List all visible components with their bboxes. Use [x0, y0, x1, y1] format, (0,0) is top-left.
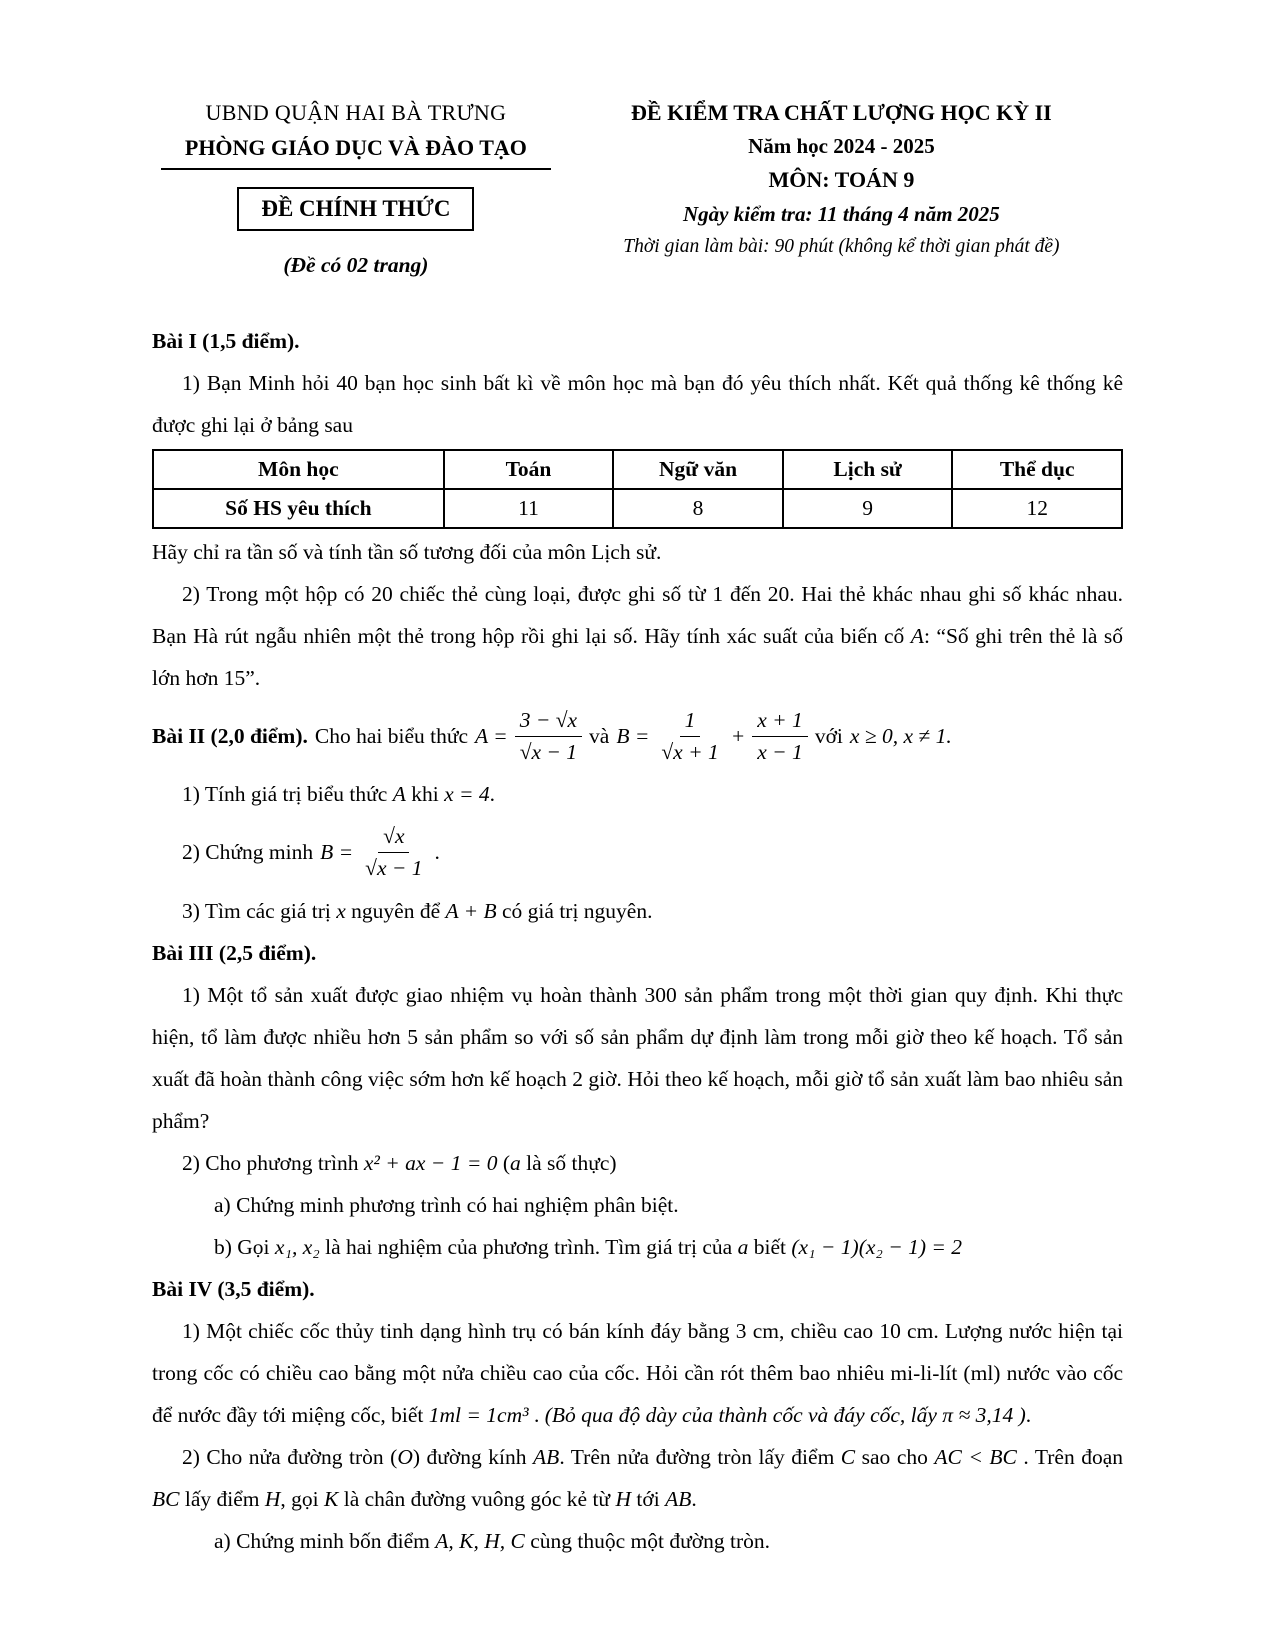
fraction-B1 — [656, 708, 723, 764]
fraction-A-denominator: √x − 1 — [519, 739, 578, 764]
math-inline: H — [264, 1486, 281, 1511]
fraction-B-proof — [360, 824, 427, 880]
text-segment: biết — [748, 1234, 792, 1259]
math-inline: x = 4 — [444, 782, 490, 807]
section-2-intro-line — [152, 708, 1123, 764]
math-inline: A, K, H, C — [435, 1528, 525, 1553]
math-inline: K — [324, 1486, 339, 1511]
section-3-title: Bài III (2,5 điểm). — [152, 940, 317, 965]
plus-operator: + — [730, 723, 746, 748]
section-2-item-1-paragraph — [152, 773, 1123, 815]
math-inline: AB — [665, 1486, 692, 1511]
fraction-B-proof-denominator: √x − 1 — [365, 856, 423, 881]
text-segment: b) Gọi — [214, 1234, 275, 1259]
text-segment: . — [1025, 1402, 1032, 1427]
section-1-title: Bài I (1,5 điểm). — [152, 329, 300, 353]
exam-title: ĐỀ KIỂM TRA CHẤT LƯỢNG HỌC KỲ II — [631, 100, 1052, 125]
fraction-B2 — [752, 708, 808, 764]
text-segment: là số thực) — [520, 1150, 617, 1175]
fraction-B-proof-numerator: √x — [378, 824, 409, 853]
text-segment: : “Số ghi trên thẻ là số lớn hơn 15”. — [152, 624, 1123, 690]
text-segment: nguyên để — [345, 898, 446, 923]
math-inline: x₁, x₂ — [274, 1234, 320, 1259]
text-segment: 2) Cho phương trình — [182, 1150, 364, 1175]
expr-B-proof-lhs: B = — [320, 840, 354, 865]
text-segment: ( — [497, 1150, 510, 1175]
section-3-item-2b-paragraph — [152, 1226, 1123, 1268]
text-segment: 3) Tìm các giá trị — [182, 898, 337, 923]
fraction-A-numerator: 3 − √x — [515, 708, 582, 737]
math-inline: A — [910, 624, 924, 648]
table-header-cell: Lịch sử — [783, 450, 953, 489]
math-inline: x — [336, 898, 346, 923]
fraction-B2-denominator: x − 1 — [757, 739, 803, 764]
math-inline: a — [737, 1234, 749, 1259]
text-segment: tới — [630, 1486, 666, 1511]
table-value-cell: 12 — [952, 489, 1122, 528]
math-inline: O — [397, 1444, 413, 1469]
sentence-period: . — [434, 840, 440, 865]
math-inline: (Bỏ qua độ dày của thành cốc và đáy cốc, lấy π ≈ 3,14 ) — [544, 1402, 1026, 1427]
exam-duration: Thời gian làm bài: 90 phút (không kể thời gian phát đề) — [623, 236, 1060, 257]
text-segment: . Trên nửa đường tròn lấy điểm — [559, 1444, 841, 1469]
text-segment: lấy điểm — [179, 1486, 265, 1511]
text-segment: sao cho — [855, 1444, 935, 1469]
header-right-block — [560, 100, 1123, 278]
table-value-cell: 8 — [613, 489, 783, 528]
expr-B-lhs: B = — [616, 723, 650, 748]
official-exam-box: ĐỀ CHÍNH THỨC — [237, 187, 474, 231]
section-4-item-1-paragraph — [152, 1310, 1123, 1436]
section-4-item-2a-paragraph — [152, 1520, 1123, 1562]
table-header-cell: Môn học — [153, 450, 444, 489]
fraction-B1-denominator: √x + 1 — [661, 739, 719, 764]
table-value-cell: 9 — [783, 489, 953, 528]
section-1-item-2-paragraph — [152, 573, 1123, 699]
table-header-cell: Ngữ văn — [613, 450, 783, 489]
section-2-item-2-text: 2) Chứng minh — [182, 840, 314, 865]
text-segment: 2) Cho nửa đường tròn ( — [182, 1444, 398, 1469]
section-3-item-2-paragraph — [152, 1142, 1123, 1184]
text-segment: 1) Một chiếc cốc thủy tinh dạng hình trụ có bán kính đáy bằng 3 cm, chiều cao 10 cm. Lượng nước hiện tại trong cốc có chiều cao bằng một nửa chiều cao của cốc. Hỏi cần rót thêm bao nhiêu mi-li-lít (ml) nước vào cốc để nước đầy tới miệng cốc, biết — [152, 1318, 1123, 1427]
subject: MÔN: TOÁN 9 — [768, 167, 915, 192]
table-header-row — [153, 450, 1122, 489]
table-value-cell: 11 — [444, 489, 614, 528]
math-inline: AC < BC — [934, 1444, 1017, 1469]
school-year: Năm học 2024 - 2025 — [748, 134, 935, 158]
math-inline: A — [392, 782, 406, 807]
table-header-cell: Thể dục — [952, 450, 1122, 489]
section-1-question-paragraph: Hãy chỉ ra tần số và tính tần số tương đối của môn Lịch sử. — [152, 540, 662, 564]
section-4-title: Bài IV (3,5 điểm). — [152, 1276, 315, 1301]
text-segment: . — [691, 1486, 697, 1511]
section-4-item-2-paragraph — [152, 1436, 1123, 1520]
conjunction-and: và — [589, 723, 610, 748]
math-inline: 1ml = 1cm³ — [428, 1402, 529, 1427]
page-count-note: (Đề có 02 trang) — [283, 253, 429, 277]
math-inline: a — [510, 1150, 521, 1175]
text-segment: 1) Tính giá trị biểu thức — [182, 782, 393, 807]
section-2-item-3-paragraph — [152, 890, 1123, 932]
math-inline: (x₁ − 1)(x₂ − 1) = 2 — [791, 1234, 963, 1259]
math-inline: C — [840, 1444, 856, 1469]
section-2-intro-text: Cho hai biểu thức — [314, 723, 469, 748]
survey-table — [152, 449, 1123, 529]
text-segment: , gọi — [280, 1486, 325, 1511]
header-left-block — [152, 100, 560, 278]
fraction-B1-numerator: 1 — [680, 708, 701, 737]
expr-A-lhs: A = — [475, 723, 508, 748]
table-data-row — [153, 489, 1122, 528]
exam-date: Ngày kiểm tra: 11 tháng 4 năm 2025 — [683, 202, 1000, 226]
text-segment: . Trên đoạn — [1016, 1444, 1123, 1469]
section-3-item-2a-paragraph: a) Chứng minh phương trình có hai nghiệm phân biệt. — [214, 1192, 679, 1217]
section-3-item-1-paragraph: 1) Một tổ sản xuất được giao nhiệm vụ hoàn thành 300 sản phẩm trong một thời gian quy định. Khi thực hiện, tổ làm được nhiều hơn 5 sản phẩm so với số sản phẩm dự định làm trong mỗi giờ theo kế hoạch. Tổ sản xuất đã hoàn thành công việc sớm hơn kế hoạch 2 giờ. Hỏi theo kế hoạch, mỗi giờ tổ sản xuất làm bao nhiêu sản phẩm? — [152, 982, 1123, 1133]
condition-prefix: với — [814, 723, 843, 748]
exam-body — [152, 320, 1123, 1562]
fraction-A — [515, 708, 582, 764]
text-segment: là hai nghiệm của phương trình. Tìm giá trị của — [319, 1234, 738, 1259]
text-segment: . — [528, 1402, 545, 1427]
section-2-item-2-line — [152, 824, 1123, 880]
text-segment: có giá trị nguyên. — [496, 898, 653, 923]
issuing-authority: UBND QUẬN HAI BÀ TRƯNG — [205, 100, 507, 125]
text-segment: là chân đường vuông góc kẻ từ — [338, 1486, 616, 1511]
table-header-cell: Toán — [444, 450, 614, 489]
condition-text: x ≥ 0, x ≠ 1. — [849, 723, 952, 748]
table-row-label: Số HS yêu thích — [153, 489, 444, 528]
text-segment: . — [489, 782, 495, 807]
math-inline: AB — [533, 1444, 560, 1469]
text-segment: cùng thuộc một đường tròn. — [524, 1528, 771, 1553]
fraction-B2-numerator: x + 1 — [752, 708, 808, 737]
math-inline: H — [615, 1486, 631, 1511]
text-segment: khi — [405, 782, 445, 807]
math-inline: A + B — [445, 898, 497, 923]
section-1-item-1-paragraph: 1) Bạn Minh hỏi 40 bạn học sinh bất kì về môn học mà bạn đó yêu thích nhất. Kết quả thống kê thống kê được ghi lại ở bảng sau — [152, 371, 1123, 437]
text-segment: a) Chứng minh bốn điểm — [214, 1528, 436, 1553]
math-inline: x² + ax − 1 = 0 — [363, 1150, 498, 1175]
document-header — [152, 100, 1123, 278]
department-name: PHÒNG GIÁO DỤC VÀ ĐÀO TẠO — [184, 135, 527, 160]
section-2-title: Bài II (2,0 điểm). — [152, 724, 308, 749]
math-inline: BC — [152, 1486, 180, 1511]
text-segment: 2) Trong một hộp có 20 chiếc thẻ cùng loại, được ghi số từ 1 đến 20. Hai thẻ khác nhau ghi số khác nhau. Bạn Hà rút ngẫu nhiên một thẻ trong hộp rồi ghi lại số. Hãy tính xác suất của biến cố — [152, 582, 1123, 648]
text-segment: ) đường kính — [412, 1444, 534, 1469]
